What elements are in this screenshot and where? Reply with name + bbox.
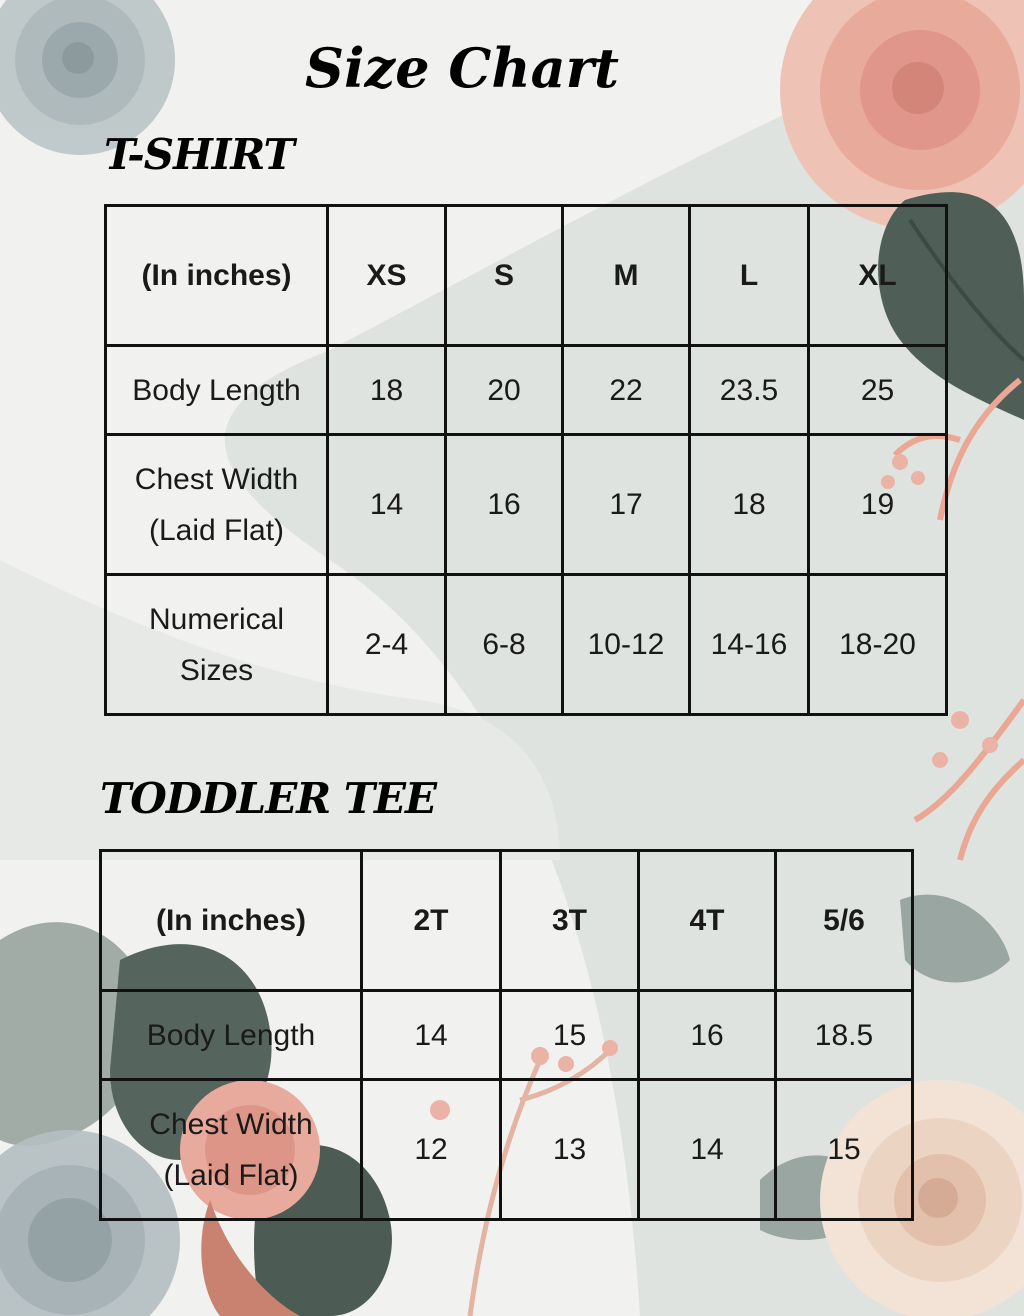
table-header-row [106, 206, 947, 346]
row-label-line: Chest Width [149, 1107, 313, 1141]
table-row [101, 991, 913, 1080]
table-cell: 22 [563, 346, 690, 435]
table-cell: 16 [446, 435, 563, 575]
table-cell: 12 [362, 1080, 501, 1220]
header-cell: 4T [639, 851, 776, 991]
table-row [101, 1080, 913, 1220]
header-cell: M [563, 206, 690, 346]
header-cell: S [446, 206, 563, 346]
table-cell: 17 [563, 435, 690, 575]
header-cell: L [690, 206, 809, 346]
row-label: Body Length [106, 346, 328, 435]
toddler-section-title: TODDLER TEE [100, 774, 437, 823]
table-header-row [101, 851, 913, 991]
row-label [106, 575, 328, 715]
table-row [106, 575, 947, 715]
table-cell: 20 [446, 346, 563, 435]
table-row [106, 435, 947, 575]
row-label-line: Sizes [179, 653, 254, 687]
header-cell: XL [809, 206, 947, 346]
tshirt-size-table [104, 204, 948, 716]
row-label-line: Chest Width [134, 462, 299, 496]
row-label [101, 1080, 362, 1220]
header-cell: 2T [362, 851, 501, 991]
table-cell: 23.5 [690, 346, 809, 435]
row-label [106, 435, 328, 575]
table-cell: 19 [809, 435, 947, 575]
row-label-line: (Laid Flat) [148, 513, 285, 547]
header-cell: 5/6 [776, 851, 913, 991]
table-cell: 6-8 [446, 575, 563, 715]
table-row [106, 346, 947, 435]
table-cell: 16 [639, 991, 776, 1080]
table-cell: 14 [328, 435, 446, 575]
table-cell: 14 [362, 991, 501, 1080]
row-label-line: (Laid Flat) [163, 1158, 299, 1192]
table-cell: 14-16 [690, 575, 809, 715]
table-cell: 14 [639, 1080, 776, 1220]
header-cell: (In inches) [106, 206, 328, 346]
table-cell: 2-4 [328, 575, 446, 715]
header-cell: (In inches) [101, 851, 362, 991]
table-cell: 15 [776, 1080, 913, 1220]
table-cell: 18 [328, 346, 446, 435]
row-label: Body Length [101, 991, 362, 1080]
row-label-line: Numerical [148, 602, 285, 636]
table-cell: 18 [690, 435, 809, 575]
toddler-size-table [99, 849, 914, 1221]
table-cell: 18-20 [809, 575, 947, 715]
table-cell: 13 [501, 1080, 639, 1220]
table-cell: 18.5 [776, 991, 913, 1080]
page-title: Size Chart [305, 36, 619, 100]
table-cell: 15 [501, 991, 639, 1080]
table-cell: 25 [809, 346, 947, 435]
table-cell: 10-12 [563, 575, 690, 715]
header-cell: 3T [501, 851, 639, 991]
header-cell: XS [328, 206, 446, 346]
tshirt-section-title: T-SHIRT [104, 130, 294, 179]
